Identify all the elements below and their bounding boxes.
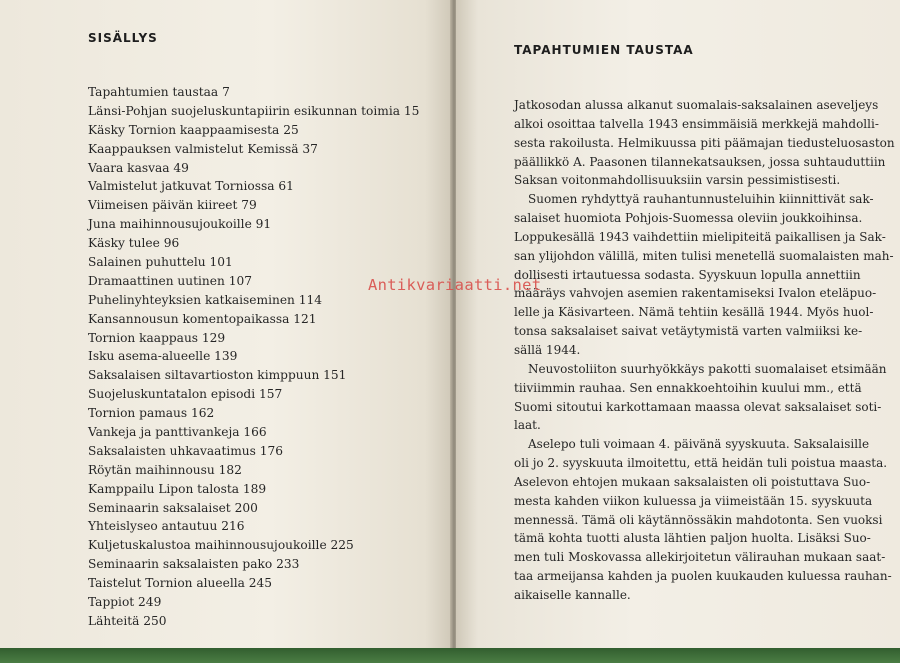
text-line: mennessä. Tämä oli käytännössäkin mahdotonta. Sen vuoksi [514, 512, 883, 527]
text-line: Suomen ryhdyttyä rauhantunnusteluihin kiinnittivät sak- [528, 192, 874, 207]
text-line: oli jo 2. syyskuuta ilmoitettu, että heidän tuli poistua maasta. [514, 456, 888, 471]
chapter-body-text [514, 96, 895, 605]
text-line: taa armeijansa kahden ja puolen kuukauden kuluessa rauhan- [514, 569, 892, 584]
left-page [0, 0, 452, 648]
toc-entry: Suojeluskuntatalon episodi 157 [88, 387, 283, 402]
toc-entry: Röytän maihinnousu 182 [88, 462, 242, 477]
toc-entry: Taistelut Tornion alueella 245 [88, 576, 273, 591]
toc-entry: Käsky tulee 96 [88, 236, 180, 251]
text-line: alkoi osoittaa talvella 1943 ensimmäisiä merkkejä mahdolli- [514, 116, 879, 131]
text-line: sesta rakoilusta. Helmikuussa piti päämajan tiedusteluosaston [514, 135, 895, 150]
text-line: tonsa saksalaiset saivat vetäytymistä varten valmiiksi ke- [514, 324, 863, 339]
text-line: aikaiselle kannalle. [514, 587, 631, 602]
toc-entry: Yhteislyseo antautuu 216 [88, 519, 245, 534]
text-line: salaiset huomiota Pohjois-Suomessa oleviin joukkoihinsa. [514, 211, 863, 226]
toc-entry: Valmistelut jatkuvat Torniossa 61 [88, 179, 294, 194]
chapter-heading: TAPAHTUMIEN TAUSTAA [514, 43, 694, 57]
toc-entry: Seminaarin saksalaiset 200 [88, 500, 258, 515]
toc-entry: Tornion kaappaus 129 [88, 330, 226, 345]
toc-entry: Puhelinyhteyksien katkaiseminen 114 [88, 292, 323, 307]
toc-entry: Tapahtumien taustaa 7 [88, 85, 230, 99]
toc-entry: Vankeja ja panttivankeja 166 [88, 425, 267, 440]
toc-entry: Saksalaisen siltavartioston kimppuun 151 [88, 368, 347, 383]
text-line: men tuli Moskovassa allekirjoitetun välirauhan mukaan saat- [514, 550, 886, 565]
text-line: Saksan voitonmahdollisuuksiin varsin pessimistisesti. [514, 173, 841, 188]
paragraph [514, 190, 894, 360]
text-line: Aselepo tuli voimaan 4. päivänä syyskuuta. Saksalaisille [528, 437, 870, 452]
toc-entry: Juna maihinnousujoukoille 91 [88, 217, 272, 232]
text-line: lelle ja Käsivarteen. Nämä tehtiin kesällä 1944. Myös huol- [514, 305, 874, 320]
toc-entry: Tornion pamaus 162 [88, 406, 215, 421]
toc-entry: Saksalaisten uhkavaatimus 176 [88, 443, 284, 458]
text-line: sällä 1944. [514, 342, 581, 357]
toc-entry: Vaara kasvaa 49 [88, 160, 189, 175]
toc-entry: Viimeisen päivän kiireet 79 [88, 198, 257, 213]
text-line: Loppukesällä 1943 vaihdettiin mielipiteitä paikallisen ja Sak- [514, 229, 886, 244]
paragraph [514, 360, 887, 435]
paragraph [514, 96, 895, 190]
toc-entry: Kamppailu Lipon talosta 189 [88, 481, 267, 496]
text-line: Aselevon ehtojen mukaan saksalaisten oli poistuttava Suo- [514, 474, 871, 489]
text-line: Jatkosodan alussa alkanut suomalais-saksalainen aseveljeys [514, 98, 879, 112]
toc-entry: Tappiot 249 [88, 595, 162, 610]
text-line: määräys vahvojen asemien rakentamiseksi Ivalon eteläpuo- [514, 286, 877, 301]
text-line: tämä kohta tuotti alusta lähtien paljon huolta. Lisäksi Suo- [514, 531, 871, 546]
toc-entry: Salainen puhuttelu 101 [88, 255, 233, 270]
toc-entry: Kansannousun komentopaikassa 121 [88, 311, 317, 326]
text-line: mesta kahden viikon kuluessa ja viimeistään 15. syyskuuta [514, 493, 873, 508]
contents-heading: SISÄLLYS [88, 31, 158, 45]
text-line: Suomi sitoutui karkottamaan maassa olevat saksalaiset soti- [514, 399, 882, 414]
toc-entry: Dramaattinen uutinen 107 [88, 273, 252, 288]
toc-entry: Kuljetuskalustoa maihinnousujoukoille 225 [88, 538, 354, 553]
table-of-contents [88, 83, 419, 631]
paragraph [514, 435, 892, 605]
text-line: tiiviimmin rauhaa. Sen ennakkoehtoihin kuului mm., että [514, 380, 862, 395]
toc-entry: Kaappauksen valmistelut Kemissä 37 [88, 141, 318, 156]
toc-entry: Käsky Tornion kaappaamisesta 25 [88, 122, 299, 137]
toc-entry: Lähteitä 250 [88, 613, 167, 628]
watermark-text: Antikvariaatti.net [368, 276, 542, 294]
text-line: dollisesti irtautuessa sodasta. Syyskuun lopulla annettiin [514, 267, 861, 282]
text-line: Neuvostoliiton suurhyökkäys pakotti suomalaiset etsimään [528, 361, 887, 376]
text-line: päällikkö A. Paasonen tilannekatsauksen, jossa suhtauduttiin [514, 154, 886, 169]
text-line: laat. [514, 418, 541, 433]
text-line: san ylijohdon välillä, miten tulisi menetellä suomalaisten mah- [514, 248, 894, 263]
toc-entry: Isku asema-alueelle 139 [88, 349, 238, 364]
book-cover-edge [0, 646, 900, 663]
toc-entry: Seminaarin saksalaisten pako 233 [88, 557, 300, 572]
toc-entry: Länsi-Pohjan suojeluskuntapiirin esikunnan toimia 15 [88, 103, 420, 118]
